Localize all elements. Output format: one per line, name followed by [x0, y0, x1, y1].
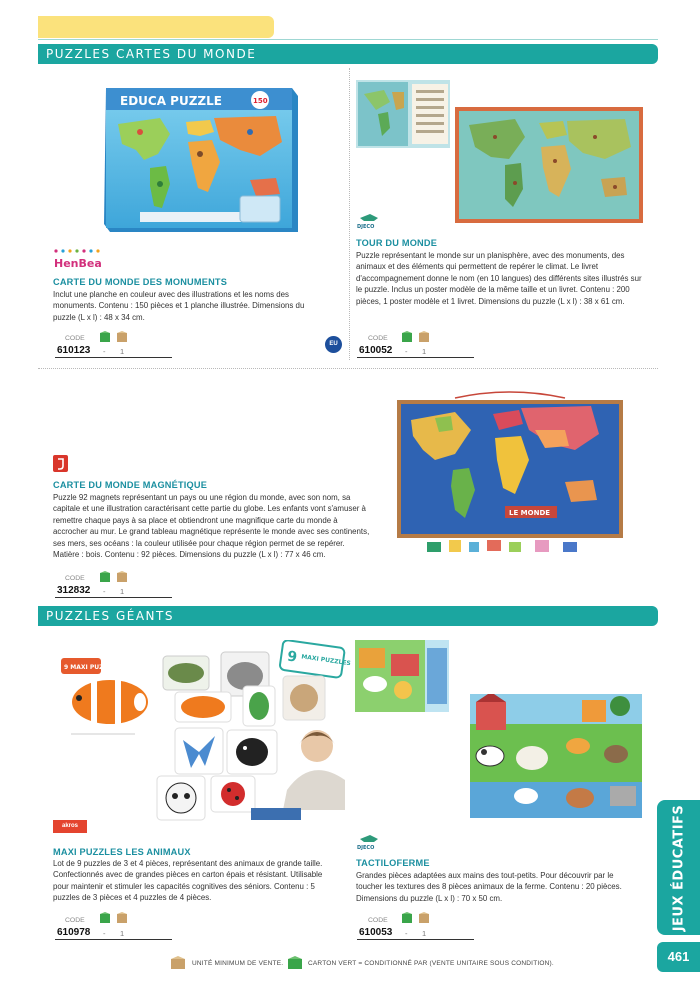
eu-badge: EU	[325, 336, 342, 353]
brand-henbea-text: HenBea	[54, 257, 102, 270]
brand-logo-janod	[53, 455, 68, 472]
packaging-icons	[401, 911, 431, 923]
product-desc-tour-monde: Puzzle représentant le monde sur un planisphère, avec des monuments, des animaux et des éléments qui permettent de repérer le climat. Le livret d'accompagnement donne le nom (en 10 langues) des différents sites illustrés sur le puzzle. Inclus un poster modèle de la même taille et un livret. Contenu : 200 pièces, 1 poster modèle et 1 livret. Dimensions du puzzle (L x l) : 38 x 61 cm.	[356, 251, 642, 306]
code-underline	[357, 357, 474, 358]
product-code-312832: 312832	[57, 585, 91, 596]
product-desc-tactiloferme: Grandes pièces adaptées aux mains des tout-petits. Pour découvrir par le toucher les textures des 8 pièces animaux de la ferme. Contenu : 20 pièces. Dimensions du puzzle (L x l) : 70 x 50 cm.	[356, 871, 622, 903]
product-image-maxi-puzzles	[55, 640, 351, 830]
packaging-icons	[401, 330, 431, 342]
section-title-world-puzzles: PUZZLES CARTES DU MONDE	[38, 44, 658, 64]
code-underline	[55, 357, 172, 358]
product-title-carte-magnetique: CARTE DU MONDE MAGNÉTIQUE	[53, 480, 208, 490]
code-label: CODE	[65, 917, 85, 924]
section-title-giant-puzzles: PUZZLES GÉANTS	[38, 606, 658, 626]
packaging-icons	[99, 570, 129, 582]
brand-logo-akros	[53, 820, 87, 833]
product-desc-carte-monuments: Inclut une planche en couleur avec des illustrations et les noms des monuments. Contenu : 150 pièces et 1 planche illustrée. Dimensions du puzzle (L x l) : 48 x 34 cm.	[53, 290, 305, 322]
brand-akros-text: akros	[61, 823, 78, 829]
product-image-tactiloferme-puzzle	[470, 694, 642, 818]
qty-separator: -	[405, 347, 408, 356]
product-image-tour-monde-map	[455, 107, 643, 223]
code-label: CODE	[65, 335, 85, 342]
qty-separator: -	[103, 587, 106, 596]
code-label: CODE	[368, 917, 388, 924]
footer-carton-text: CARTON VERT = CONDITIONNÉ PAR (VENTE UNITAIRE SOUS CONDITION).	[308, 960, 554, 967]
brand-djeco-text: DJECO	[357, 224, 375, 230]
product-image-tour-monde-box	[356, 80, 450, 148]
packaging-icons	[99, 911, 129, 923]
footer-unit-text: UNITÉ MINIMUM DE VENTE.	[192, 960, 284, 967]
green-carton-icon	[287, 956, 303, 970]
code-underline	[55, 939, 172, 940]
product-title-tactiloferme: TACTILOFERME	[356, 858, 430, 868]
side-tab-label: JEUX ÉDUCATIFS	[671, 804, 686, 931]
box-brand-text: EDUCA PUZZLE	[120, 94, 222, 108]
code-underline	[357, 939, 474, 940]
map-label-le-monde: LE MONDE	[509, 509, 551, 517]
brand-logo-djeco	[356, 212, 384, 230]
product-desc-maxi-puzzles: Lot de 9 puzzles de 3 et 4 pièces, représentant des animaux de grande taille. Confectionnés avec de grandes pièces en carton épais et résistant. Utilisable pour maintenir et stimuler les capacités cognitives des séniors. Contenu : 5 puzzles de 3 pièces et 4 puzzles de 4 pièces.	[53, 859, 323, 903]
qty-separator: -	[405, 929, 408, 938]
code-underline	[55, 597, 172, 598]
product-title-carte-monuments: CARTE DU MONDE DES MONUMENTS	[53, 277, 228, 287]
code-label: CODE	[368, 335, 388, 342]
product-title-tour-monde: TOUR DU MONDE	[356, 238, 438, 248]
product-qty: 1	[120, 929, 125, 938]
product-code-610123: 610123	[57, 345, 91, 356]
brand-djeco-text: DJECO	[357, 845, 375, 851]
unit-box-icon	[170, 956, 186, 970]
tag-maxi-puzzles-big: MAXI PUZZLES	[300, 653, 351, 668]
product-qty: 1	[120, 587, 125, 596]
side-tab-jeux-educatifs	[657, 800, 700, 935]
product-qty: 1	[422, 347, 427, 356]
product-qty: 1	[422, 929, 427, 938]
code-label: CODE	[65, 575, 85, 582]
page-number: 461	[657, 942, 700, 972]
row-divider	[38, 368, 658, 369]
product-qty: 1	[120, 347, 125, 356]
box-piece-count: 150	[253, 97, 268, 105]
tag-9-big-num: 9	[286, 648, 299, 666]
product-code-610053: 610053	[359, 927, 393, 938]
product-code-610978: 610978	[57, 927, 91, 938]
product-image-tactiloferme-box	[355, 640, 449, 712]
product-image-carte-monuments	[100, 84, 300, 236]
product-image-carte-magnetique	[395, 390, 625, 560]
header-divider	[38, 39, 658, 40]
product-code-610052: 610052	[359, 345, 393, 356]
brand-logo-djeco	[356, 833, 384, 851]
product-desc-carte-magnetique: Puzzle 92 magnets représentant un pays ou une région du monde, avec son nom, sa capitale et une illustration caractérisant cette partie du globe. Les enfants vont s'amuser à remettre chaque pays à sa place et obtiendront une magnifique carte du monde à accrocher au mur. Le grand tableau magnétique représente le monde avec ses continents, ses mers, ses océans : la couleur utilisée pour chaque région permet de se repérer. Matière : bois. Contenu : 92 pièces. Dimensions du puzzle (L x l) : 77 x 46 cm.	[53, 493, 370, 560]
product-title-maxi-puzzles: MAXI PUZZLES LES ANIMAUX	[53, 847, 191, 857]
qty-separator: -	[103, 347, 106, 356]
header-yellow-tab	[38, 16, 274, 38]
qty-separator: -	[103, 929, 106, 938]
brand-logo-henbea	[53, 248, 113, 270]
packaging-icons	[99, 330, 129, 342]
tag-9-maxi-small: 9 MAXI PUZZLES	[64, 664, 121, 671]
column-divider	[349, 68, 350, 360]
